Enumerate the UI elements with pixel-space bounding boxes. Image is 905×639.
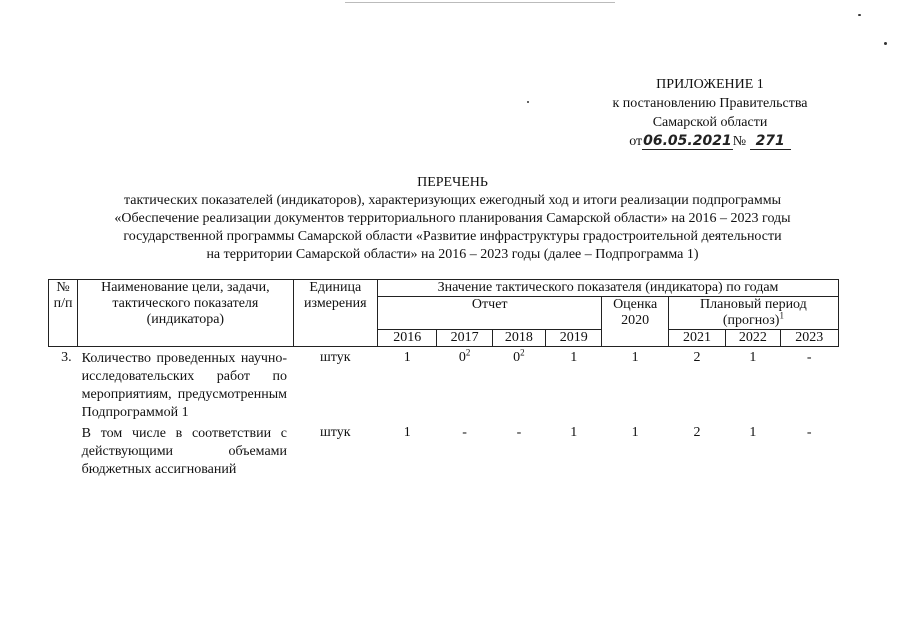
value-2017-footnote: 2 (465, 347, 471, 358)
header-year: 2016 (378, 330, 437, 347)
header-name: Наименование цели, задачи, тактического показателя (индикатора) (78, 280, 293, 347)
indicators-table (48, 279, 839, 479)
resolution-line: к постановлению Правительства (612, 96, 808, 111)
number-label: № (732, 134, 747, 149)
title-line: государственной программы Самарской области «Развитие инфраструктуры градостроительной деятельности (123, 229, 782, 244)
value-2023: - (806, 350, 812, 365)
header-year: 2022 (726, 330, 780, 347)
value-2017: - (462, 425, 467, 440)
row-unit: штук (320, 425, 351, 440)
header-unit: Единица измерения (293, 280, 378, 347)
header-plan-footnote: 1 (779, 310, 784, 321)
header-num: № п/п (49, 280, 78, 347)
header-report: Отчет (378, 297, 602, 330)
header-values-group: Значение тактического показателя (индикатора) по годам (378, 280, 839, 297)
value-2018-footnote: 2 (520, 347, 525, 358)
appendix-label: ПРИЛОЖЕНИЕ 1 (656, 77, 764, 92)
value-2023: - (806, 425, 812, 440)
title-line: «Обеспечение реализации документов территориального планирования Самарской области» на 2016 – 2023 годы (114, 211, 791, 226)
title-main: ПЕРЕЧЕНЬ (417, 175, 488, 190)
header-plan (668, 297, 838, 330)
scan-speck (527, 101, 529, 103)
row-number: 3. (61, 350, 72, 365)
region-line: Самарской области (652, 115, 768, 130)
scan-top-rule (345, 2, 615, 4)
value-2022: 1 (749, 425, 757, 440)
header-year: 2017 (437, 330, 492, 347)
header-year: 2021 (668, 330, 725, 347)
title-line: на территории Самарской области» на 2016 – 2023 годы (далее – Подпрограмма 1) (206, 247, 699, 262)
date-prefix: от (629, 134, 643, 149)
appendix-header (560, 75, 860, 151)
header-estimate: Оценка 2020 (602, 297, 668, 347)
value-2018 (492, 347, 545, 423)
row-name: В том числе в соответствии с действующими объемами бюджетных ассигнований (81, 426, 288, 477)
value-2016: 1 (403, 425, 411, 440)
handwritten-number: 271 (750, 133, 791, 150)
value-2016: 1 (403, 350, 411, 365)
table-row (49, 422, 839, 479)
handwritten-date: 06.05.2021 (643, 133, 732, 149)
date-number-line (560, 132, 860, 151)
header-year: 2019 (546, 330, 602, 347)
row-unit: штук (320, 350, 351, 365)
row-name: Количество проведенных научно-исследовательских работ по мероприятиям, предусмотренным Подпрограммой 1 (81, 351, 288, 420)
value-2018-number: 0 (513, 350, 521, 365)
value-2021: 2 (693, 350, 701, 365)
value-2018: - (516, 425, 522, 440)
document-title (0, 174, 905, 264)
header-year: 2018 (492, 330, 545, 347)
value-2020: 1 (631, 350, 639, 365)
title-line: тактических показателей (индикаторов), характеризующих ежегодный ход и итоги реализации подпрограммы (123, 193, 782, 208)
value-2017 (437, 347, 492, 423)
table-row (49, 347, 839, 423)
scan-speck (858, 14, 861, 16)
value-2019: 1 (570, 425, 578, 440)
header-plan-label: Плановый период (прогноз) (700, 297, 807, 328)
header-year: 2023 (780, 330, 838, 347)
value-2022: 1 (749, 350, 757, 365)
scan-speck (884, 42, 887, 45)
value-2017-number: 0 (458, 350, 466, 365)
value-2021: 2 (693, 425, 701, 440)
value-2019: 1 (570, 350, 578, 365)
row-number (49, 422, 78, 479)
value-2020: 1 (631, 425, 639, 440)
